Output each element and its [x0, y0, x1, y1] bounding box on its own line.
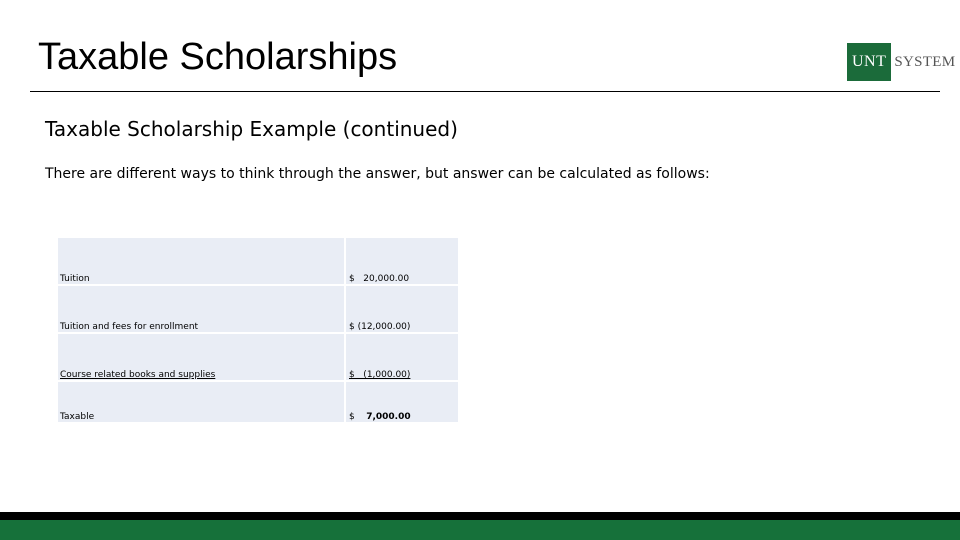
row-amount: $ (12,000.00) [349, 322, 411, 332]
logo-system-text: SYSTEM [894, 53, 956, 70]
table-row-books-supplies [58, 334, 458, 380]
intro-text: There are different ways to think through the answer, but answer can be calculated as follows: [45, 166, 710, 182]
table-row-taxable [58, 382, 458, 422]
row-amount-cell [346, 382, 458, 422]
row-amount: $ (1,000.00) [349, 370, 411, 380]
row-amount [349, 412, 411, 422]
row-label: Tuition [60, 274, 90, 284]
row-label-cell [58, 238, 344, 284]
slide-title: Taxable Scholarships [38, 36, 398, 78]
row-label: Tuition and fees for enrollment [60, 322, 199, 332]
taxable-amount-value: 7,000.00 [366, 412, 411, 422]
row-label-cell [58, 382, 344, 422]
row-amount-cell [346, 286, 458, 332]
footer-green-band [0, 520, 960, 540]
row-label: Course related books and supplies [60, 370, 216, 380]
title-divider [30, 91, 940, 92]
logo-unt-box: UNT [847, 43, 891, 81]
calculation-table [58, 238, 458, 422]
slide-subtitle: Taxable Scholarship Example (continued) [45, 117, 458, 141]
row-label-cell [58, 286, 344, 332]
row-amount: $ 20,000.00 [349, 274, 410, 284]
table-row-tuition-fees [58, 286, 458, 332]
row-label: Taxable [60, 412, 95, 422]
row-amount-cell [346, 334, 458, 380]
currency-symbol: $ [349, 412, 355, 422]
row-amount-cell [346, 238, 458, 284]
table-row-tuition [58, 238, 458, 284]
unt-system-logo [847, 43, 955, 81]
footer-black-band [0, 512, 960, 520]
row-label-cell [58, 334, 344, 380]
